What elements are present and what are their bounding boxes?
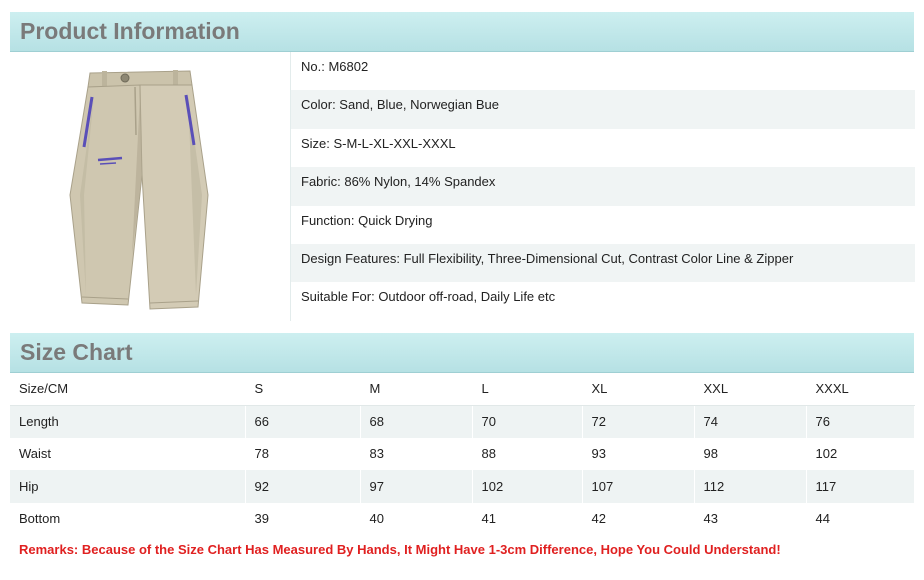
table-cell: 78: [245, 438, 360, 470]
table-cell: Waist: [10, 438, 245, 470]
table-cell: 102: [472, 470, 582, 502]
detail-suitable-for: Suitable For: Outdoor off-road, Daily Life etc: [291, 282, 915, 320]
table-row: [10, 438, 914, 470]
table-cell: Bottom: [10, 503, 245, 535]
product-image: [10, 55, 278, 321]
table-cell: 39: [245, 503, 360, 535]
table-header-cell: XL: [582, 373, 694, 405]
table-header-cell: XXXL: [806, 373, 914, 405]
size-chart-table: [10, 373, 915, 535]
size-chart-header: [10, 333, 914, 373]
table-cell: 117: [806, 470, 914, 502]
table-header-cell: L: [472, 373, 582, 405]
table-header-cell: M: [360, 373, 472, 405]
table-cell: 70: [472, 405, 582, 437]
table-cell: 97: [360, 470, 472, 502]
table-cell: 88: [472, 438, 582, 470]
table-cell: Length: [10, 405, 245, 437]
table-cell: 74: [694, 405, 806, 437]
size-chart-title: Size Chart: [20, 339, 133, 365]
table-header-cell: Size/CM: [10, 373, 245, 405]
table-cell: 68: [360, 405, 472, 437]
table-row: [10, 405, 914, 437]
product-information-title: Product Information: [20, 18, 240, 44]
table-header-cell: XXL: [694, 373, 806, 405]
table-cell: 42: [582, 503, 694, 535]
table-cell: 72: [582, 405, 694, 437]
detail-item-number: No.: M6802: [291, 52, 915, 90]
table-cell: 41: [472, 503, 582, 535]
table-cell: 98: [694, 438, 806, 470]
capri-pants-image: [10, 55, 278, 321]
detail-size: Size: S-M-L-XL-XXL-XXXL: [291, 129, 915, 167]
table-cell: 40: [360, 503, 472, 535]
table-header-cell: S: [245, 373, 360, 405]
table-row: [10, 503, 914, 535]
product-details-list: [290, 52, 915, 321]
table-cell: 66: [245, 405, 360, 437]
detail-function: Function: Quick Drying: [291, 206, 915, 244]
table-cell: 43: [694, 503, 806, 535]
table-cell: Hip: [10, 470, 245, 502]
table-header-row: [10, 373, 914, 405]
table-cell: 44: [806, 503, 914, 535]
product-information-header: [10, 12, 914, 52]
table-cell: 92: [245, 470, 360, 502]
detail-design-features: Design Features: Full Flexibility, Three-Dimensional Cut, Contrast Color Line & Zipper: [291, 244, 915, 282]
detail-fabric: Fabric: 86% Nylon, 14% Spandex: [291, 167, 915, 205]
table-cell: 112: [694, 470, 806, 502]
remarks-text: Remarks: Because of the Size Chart Has Measured By Hands, It Might Have 1-3cm Difference, Hope You Could Understand!: [19, 542, 781, 557]
table-row: [10, 470, 914, 502]
table-cell: 76: [806, 405, 914, 437]
table-cell: 93: [582, 438, 694, 470]
table-cell: 83: [360, 438, 472, 470]
table-cell: 107: [582, 470, 694, 502]
table-cell: 102: [806, 438, 914, 470]
detail-color: Color: Sand, Blue, Norwegian Bue: [291, 90, 915, 128]
